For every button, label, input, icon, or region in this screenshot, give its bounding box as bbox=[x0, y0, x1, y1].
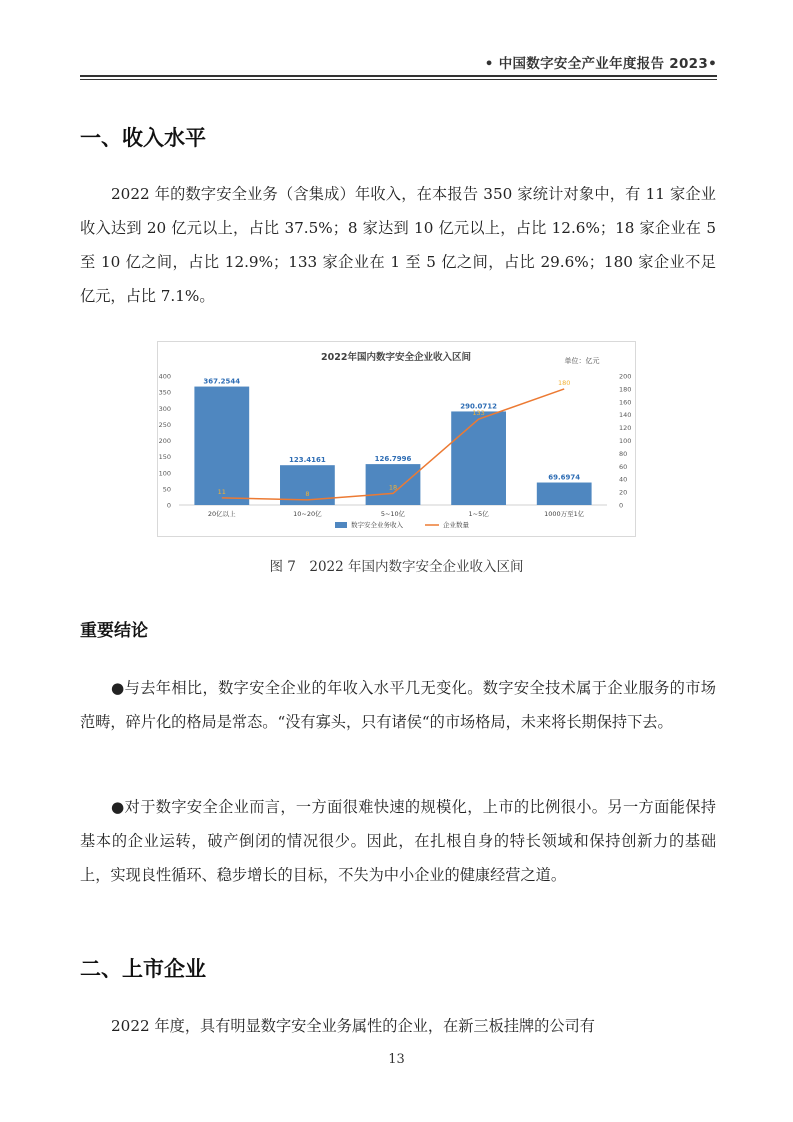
left-axis-tick: 250 bbox=[158, 420, 171, 429]
category-tick-label: 20亿以上 bbox=[207, 510, 236, 518]
left-axis-tick: 350 bbox=[158, 388, 171, 397]
right-axis-tick: 40 bbox=[619, 475, 628, 484]
bar-value-label: 126.7996 bbox=[374, 455, 412, 464]
revenue-range-chart bbox=[157, 341, 636, 537]
header-rule-thin bbox=[80, 79, 717, 80]
bar-value-label: 290.0712 bbox=[460, 402, 497, 411]
right-axis-tick: 160 bbox=[619, 398, 632, 407]
line-value-label: 18 bbox=[388, 483, 398, 492]
left-axis-tick: 200 bbox=[158, 437, 171, 445]
legend-bar-swatch bbox=[335, 522, 347, 528]
section-heading-income: 一、收入水平 bbox=[80, 126, 206, 150]
line-value-label: 11 bbox=[217, 487, 226, 496]
left-axis-tick: 0 bbox=[166, 501, 171, 510]
listed-paragraph: 2022 年度，具有明显数字安全业务属性的企业，在新三板挂牌的公司有 bbox=[111, 1017, 595, 1035]
line-value-label: 133 bbox=[472, 409, 485, 418]
legend-bar-label: 数字安全业务收入 bbox=[351, 521, 403, 529]
section-heading-listed: 二、上市企业 bbox=[80, 957, 206, 981]
right-axis-tick: 100 bbox=[619, 437, 632, 445]
income-paragraph: 2022 年的数字安全业务（含集成）年收入，在本报告 350 家统计对象中，有 11 家企业收入达到 20 亿元以上，占比 37.5%；8 家达到 10 亿元以上，占比 12.6%；18 家企业在 5 至 10 亿之间，占比 12.9%；133 家企业在 1 至 5 亿之间，占比 29.6%；180 家企业不足亿元，占比 7.1%。 bbox=[80, 185, 716, 305]
page-number: 13 bbox=[388, 1052, 405, 1067]
header-rule bbox=[80, 75, 717, 77]
conclusion-item-2: ●对于数字安全企业而言，一方面很难快速的规模化，上市的比例很小。另一方面能保持基本的企业运转，破产倒闭的情况很少。因此，在扎根自身的特长领域和保持创新力的基础上，实现良性循环、稳步增长的目标，不失为中小企业的健康经营之道。 bbox=[80, 798, 716, 884]
left-axis-tick: 50 bbox=[162, 485, 171, 494]
bar-value-label: 123.4161 bbox=[289, 456, 326, 465]
right-axis-tick: 200 bbox=[619, 372, 632, 381]
chart-title: 2022年国内数字安全企业收入区间 bbox=[321, 352, 471, 363]
conclusions-heading: 重要结论 bbox=[80, 621, 148, 641]
left-axis-tick: 100 bbox=[158, 469, 171, 478]
right-axis-tick: 20 bbox=[619, 488, 628, 497]
right-axis-tick: 0 bbox=[619, 501, 624, 510]
right-axis-tick: 80 bbox=[619, 449, 628, 458]
category-tick-label: 10~20亿 bbox=[293, 510, 322, 518]
category-tick-label: 1000万至1亿 bbox=[544, 510, 585, 518]
bar-value-label: 69.6974 bbox=[548, 473, 581, 482]
right-axis-tick: 60 bbox=[619, 462, 628, 471]
bar-value-label: 367.2544 bbox=[203, 377, 241, 386]
conclusion-item-1: ●与去年相比，数字安全企业的年收入水平几无变化。数字安全技术属于企业服务的市场范畴，碎片化的格局是常态。“没有寡头，只有诸侯“的市场格局，未来将长期保持下去。 bbox=[80, 679, 716, 731]
category-tick-label: 1~5亿 bbox=[468, 510, 489, 518]
category-tick-label: 5~10亿 bbox=[380, 510, 406, 518]
revenue-bar bbox=[537, 483, 592, 505]
revenue-bar bbox=[451, 411, 506, 505]
left-axis-tick: 300 bbox=[158, 404, 171, 413]
left-axis-tick: 400 bbox=[158, 372, 171, 381]
report-title: • 中国数字安全产业年度报告 2023• bbox=[484, 56, 717, 72]
page-header bbox=[80, 52, 717, 78]
chart-svg bbox=[157, 341, 636, 537]
line-value-label: 8 bbox=[305, 489, 310, 498]
right-axis-tick: 120 bbox=[619, 424, 632, 433]
line-value-label: 180 bbox=[557, 378, 571, 387]
legend-line-label: 企业数量 bbox=[443, 521, 469, 529]
figure-caption: 图 7 2022 年国内数字安全企业收入区间 bbox=[269, 559, 524, 575]
right-axis-tick: 180 bbox=[619, 385, 632, 394]
right-axis-tick: 140 bbox=[619, 411, 632, 420]
chart-unit-note: 单位：亿元 bbox=[564, 357, 600, 365]
left-axis-tick: 150 bbox=[158, 453, 171, 462]
